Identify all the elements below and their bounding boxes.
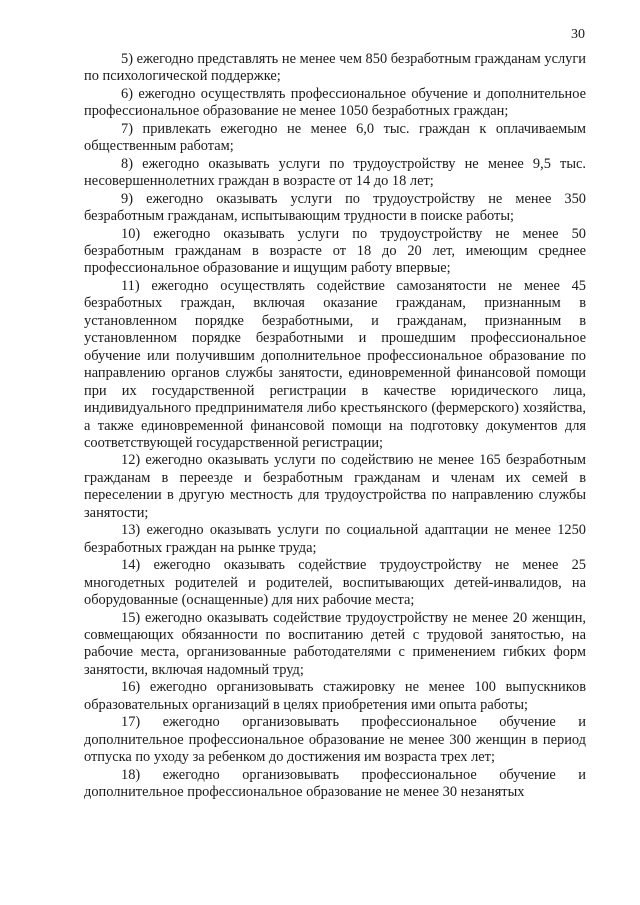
list-item-16: 16) ежегодно организовывать стажировку не менее 100 выпускников образовательных организаций в целях приобретения ими опыта работы;: [84, 679, 586, 713]
list-item-17: 17) ежегодно организовывать профессиональное обучение и дополнительное профессиональное образование не менее 300 женщин в период отпуска по уходу за ребенком до достижения им возраста трех лет;: [84, 714, 586, 766]
list-item-14: 14) ежегодно оказывать содействие трудоустройству не менее 25 многодетных родителей и родителей, воспитывающих детей-инвалидов, на оборудованные (оснащенные) для них рабочие места;: [84, 557, 586, 609]
list-item-10: 10) ежегодно оказывать услуги по трудоустройству не менее 50 безработным гражданам в возрасте от 18 до 20 лет, имеющим среднее профессиональное образование и ищущим работу впервые;: [84, 225, 586, 277]
list-item-18: 18) ежегодно организовывать профессиональное обучение и дополнительное профессиональное образование не менее 30 незанятых: [84, 766, 586, 801]
list-item-5: 5) ежегодно представлять не менее чем 850 безработным гражданам услуги по психологической поддержке;: [84, 51, 586, 85]
list-item-11: 11) ежегодно осуществлять содействие самозанятости не менее 45 безработных граждан, включая оказание гражданам, признанным в установленном порядке безработными, и гражданам, признанным в установленном порядке безработными и прошедшим профессиональное обучение или получившим дополнительное профессиональное образование по направлению органов службы занятости, единовременной финансовой помощи при их государственной регистрации в качестве юридического лица, индивидуального предпринимателя либо крестьянского (фермерского) хозяйства, а также единовременной финансовой помощи на подготовку документов для соответствующей государственной регистрации;: [84, 277, 586, 451]
document-body: [84, 51, 586, 801]
list-item-13: 13) ежегодно оказывать услуги по социальной адаптации не менее 1250 безработных граждан на рынке труда;: [84, 522, 586, 556]
list-item-12: 12) ежегодно оказывать услуги по содействию не менее 165 безработным гражданам в переезде и безработным гражданам и членам их семей в переселении в другую местность для трудоустройства по направлению службы занятости;: [84, 452, 586, 521]
page-number: 30: [571, 27, 585, 42]
list-item-9: 9) ежегодно оказывать услуги по трудоустройству не менее 350 безработным гражданам, испытывающим трудности в поиске работы;: [84, 190, 586, 225]
list-item-7: 7) привлекать ежегодно не менее 6,0 тыс. граждан к оплачиваемым общественным работам;: [84, 120, 586, 155]
list-item-6: 6) ежегодно осуществлять профессиональное обучение и дополнительное профессиональное образование не менее 1050 безработных граждан;: [84, 85, 586, 120]
list-item-15: 15) ежегодно оказывать содействие трудоустройству не менее 20 женщин, совмещающих обязанности по воспитанию детей с трудовой занятостью, на рабочие места, организованные работодателями с применением гибких форм занятости, включая надомный труд;: [84, 609, 586, 678]
list-item-8: 8) ежегодно оказывать услуги по трудоустройству не менее 9,5 тыс. несовершеннолетних граждан в возрасте от 14 до 18 лет;: [84, 155, 586, 190]
